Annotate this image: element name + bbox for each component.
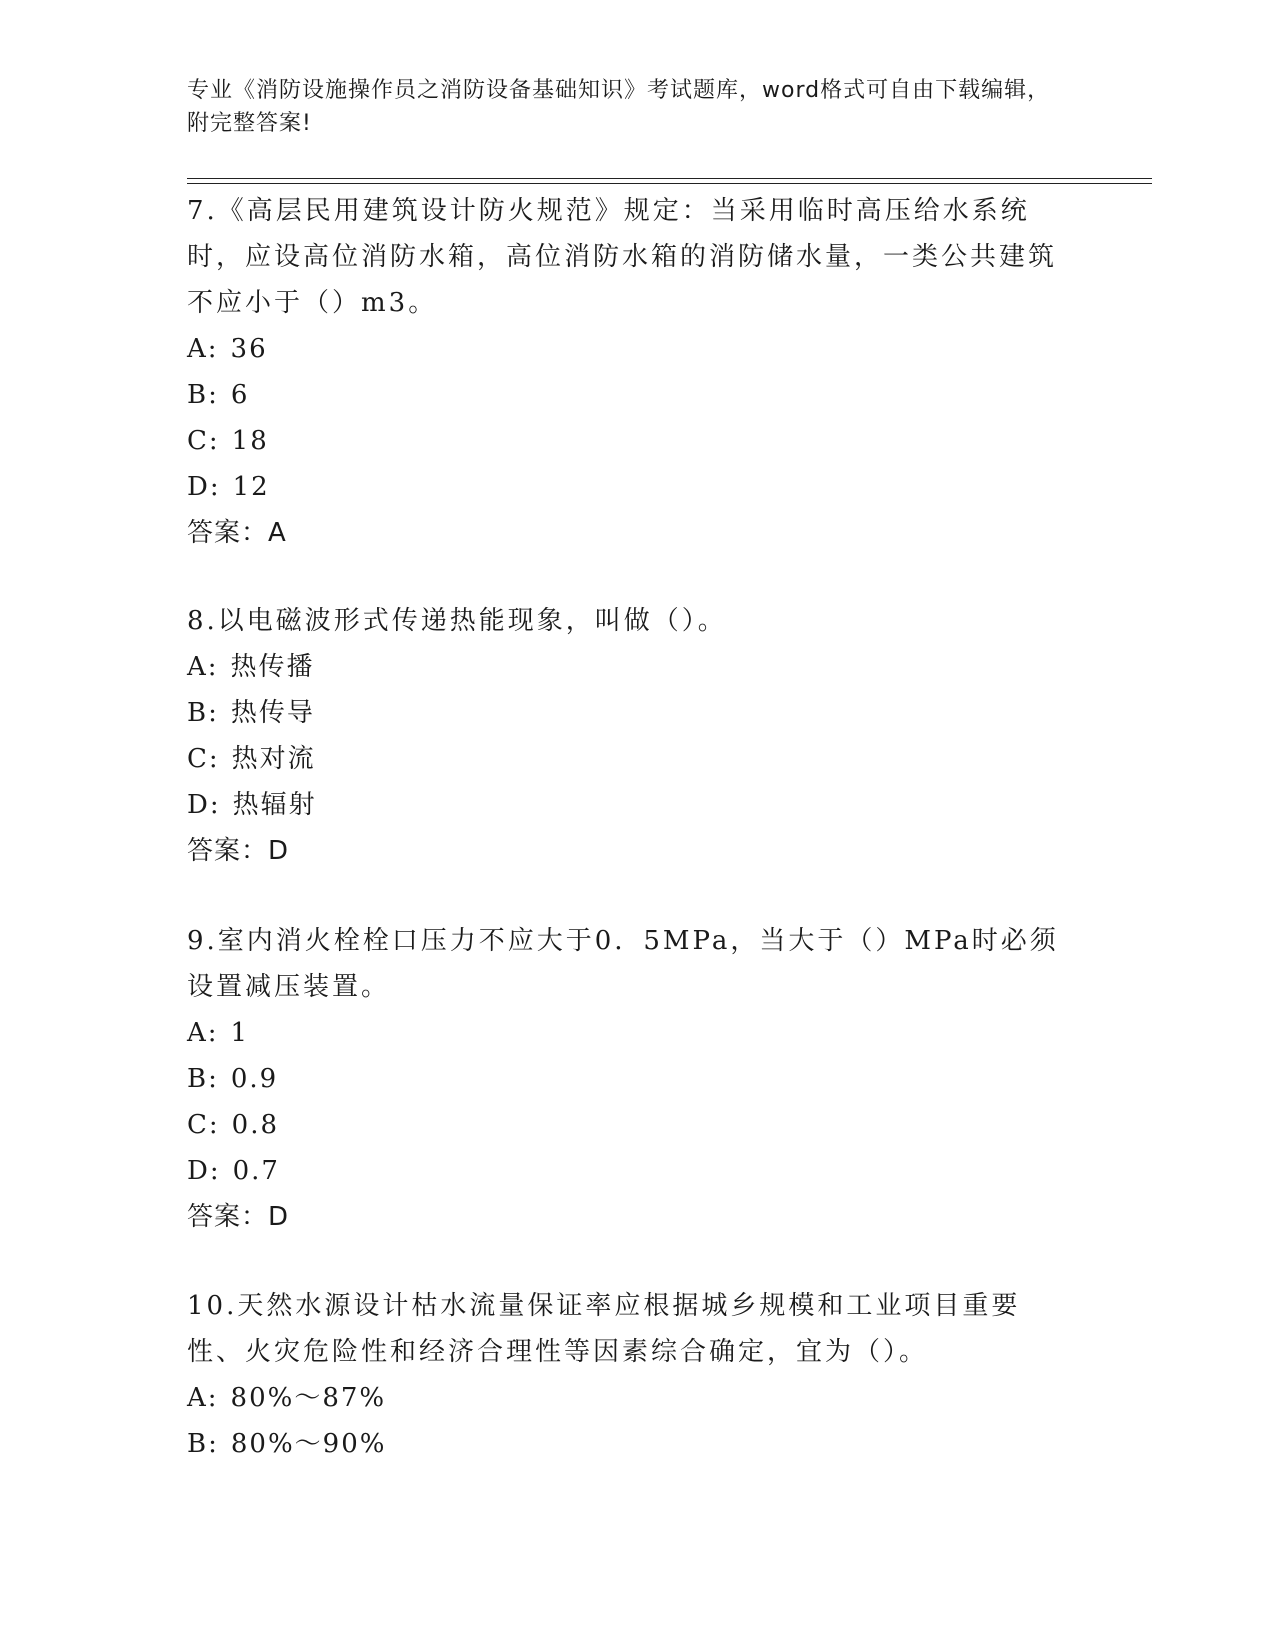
question-8 bbox=[187, 598, 1077, 874]
option-a: A: 热传播 bbox=[187, 644, 1077, 690]
option-b: B: 80%～90% bbox=[187, 1421, 1077, 1467]
option-d: D: 12 bbox=[187, 464, 1077, 510]
option-text: 80%～90% bbox=[230, 1429, 387, 1459]
option-text: 36 bbox=[230, 334, 268, 364]
header-divider-top bbox=[187, 178, 1152, 179]
option-text: 12 bbox=[232, 472, 270, 502]
question-stem: 8.以电磁波形式传递热能现象，叫做（）。 bbox=[187, 606, 727, 636]
option-text: 18 bbox=[231, 426, 269, 456]
question-stem: 10.天然水源设计枯水流量保证率应根据城乡规模和工业项目重要性、火灾危险性和经济合理性等因素综合确定，宜为（）。 bbox=[187, 1291, 1021, 1367]
option-text: 热辐射 bbox=[232, 790, 317, 820]
option-key: A bbox=[187, 652, 208, 682]
option-c: C: 18 bbox=[187, 418, 1077, 464]
option-c: C: 热对流 bbox=[187, 736, 1077, 782]
option-text: 热对流 bbox=[231, 744, 316, 774]
option-key: B bbox=[187, 380, 209, 410]
option-c: C: 0.8 bbox=[187, 1102, 1077, 1148]
option-key: D bbox=[187, 472, 210, 502]
option-key: C bbox=[187, 426, 209, 456]
option-text: 1 bbox=[230, 1018, 250, 1048]
question-stem: 7.《高层民用建筑设计防火规范》规定：当采用临时高压给水系统时，应设高位消防水箱，高位消防水箱的消防储水量，一类公共建筑不应小于（）m3。 bbox=[187, 196, 1058, 318]
option-text: 热传导 bbox=[230, 698, 315, 728]
question-10 bbox=[187, 1283, 1077, 1467]
option-a: A: 80%～87% bbox=[187, 1375, 1077, 1421]
option-key: C bbox=[187, 1110, 209, 1140]
document-header: 专业《消防设施操作员之消防设备基础知识》考试题库，word格式可自由下载编辑，附完整答案! bbox=[187, 78, 1051, 136]
option-key: A bbox=[187, 334, 208, 364]
option-text: 0.9 bbox=[230, 1064, 279, 1094]
option-b: B: 0.9 bbox=[187, 1056, 1077, 1102]
option-text: 0.7 bbox=[232, 1156, 280, 1186]
option-text: 0.8 bbox=[231, 1110, 280, 1140]
option-d: D: 热辐射 bbox=[187, 782, 1077, 828]
header-divider-bottom bbox=[187, 183, 1152, 184]
answer-line: 答案：D bbox=[187, 1202, 290, 1232]
option-key: B bbox=[187, 1064, 209, 1094]
option-key: B bbox=[187, 698, 209, 728]
question-7 bbox=[187, 188, 1077, 556]
question-stem: 9.室内消火栓栓口压力不应大于0．5MPa，当大于（）MPa时必须设置减压装置。 bbox=[187, 926, 1059, 1002]
option-text: 80%～87% bbox=[230, 1383, 387, 1413]
answer-line: 答案：A bbox=[187, 518, 287, 548]
answer-line: 答案：D bbox=[187, 836, 290, 866]
option-key: D bbox=[187, 790, 210, 820]
option-text: 热传播 bbox=[230, 652, 315, 682]
option-d: D: 0.7 bbox=[187, 1148, 1077, 1194]
option-key: A bbox=[187, 1018, 208, 1048]
option-text: 6 bbox=[230, 380, 250, 410]
option-key: B bbox=[187, 1429, 209, 1459]
option-b: B: 热传导 bbox=[187, 690, 1077, 736]
option-key: A bbox=[187, 1383, 208, 1413]
option-a: A: 36 bbox=[187, 326, 1077, 372]
option-key: D bbox=[187, 1156, 210, 1186]
option-key: C bbox=[187, 744, 209, 774]
question-9 bbox=[187, 918, 1077, 1240]
option-a: A: 1 bbox=[187, 1010, 1077, 1056]
option-b: B: 6 bbox=[187, 372, 1077, 418]
